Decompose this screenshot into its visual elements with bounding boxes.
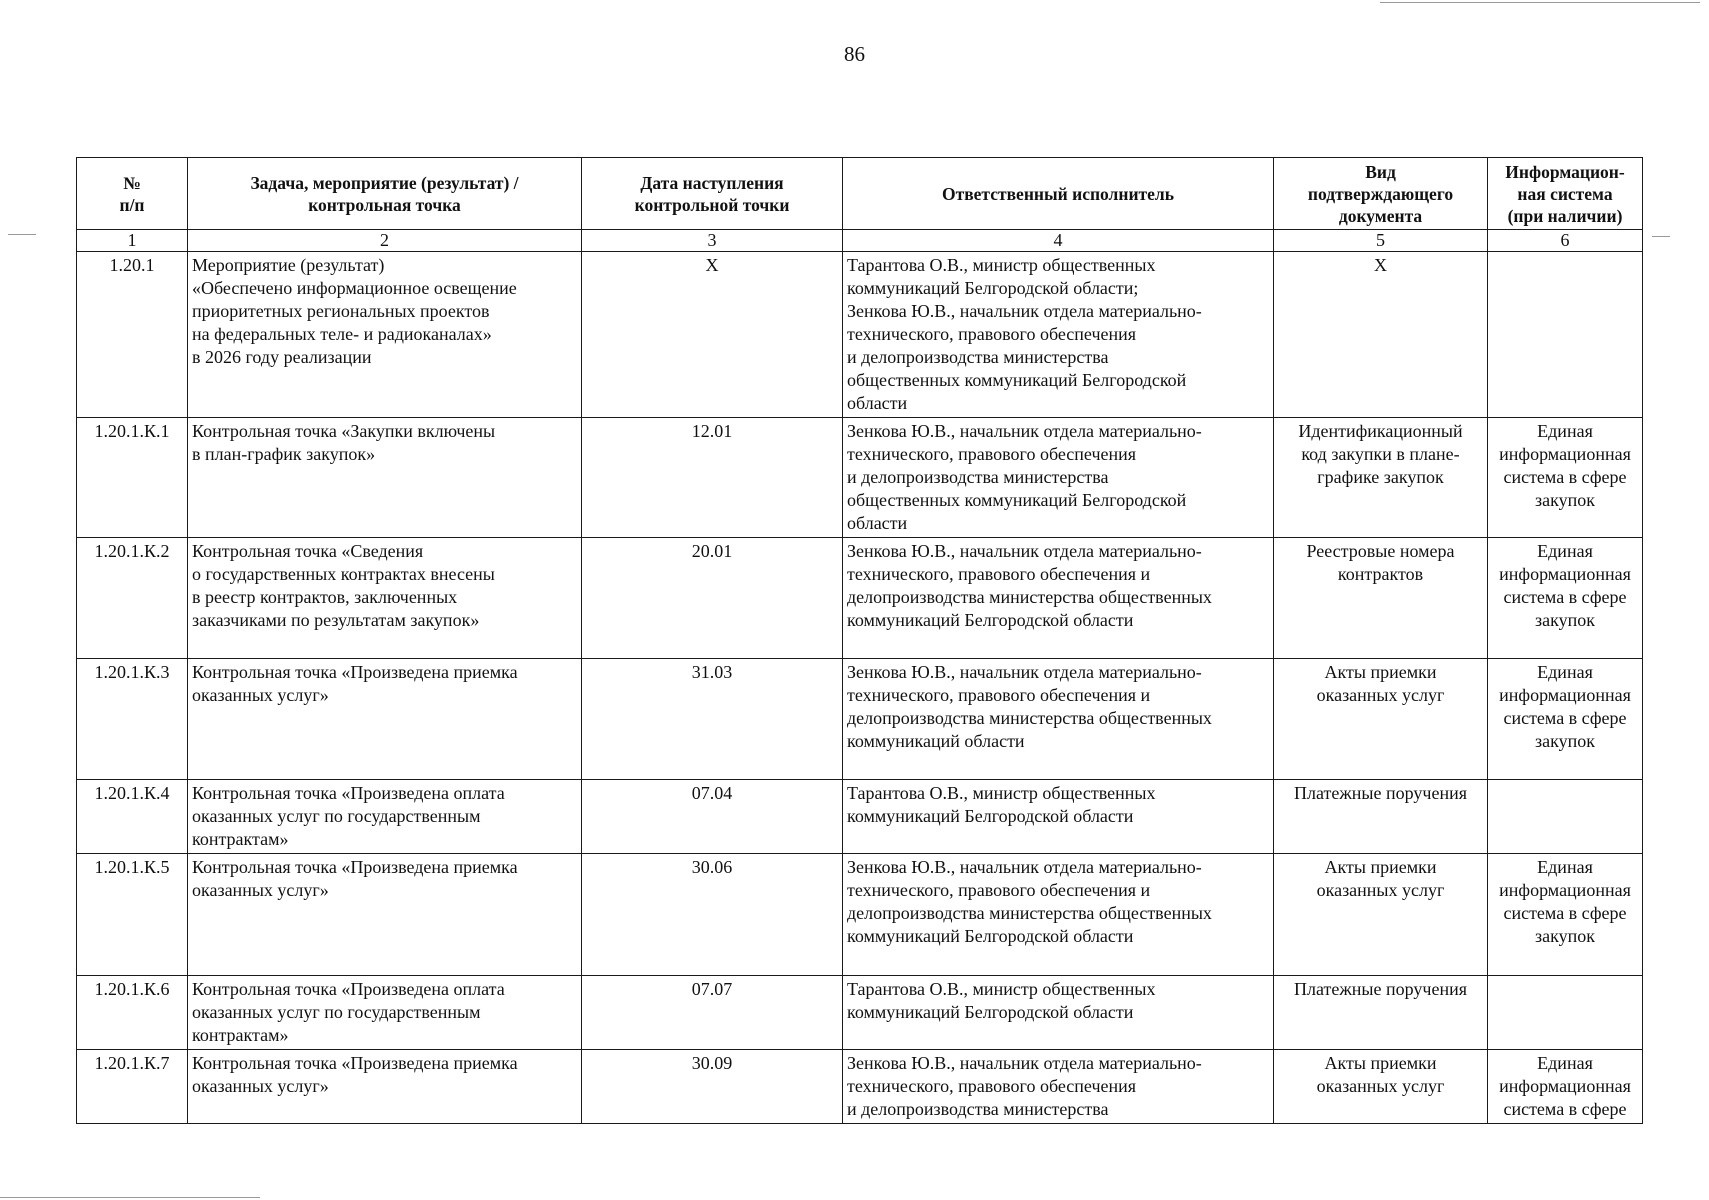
date-cell: 07.07 (582, 976, 843, 1050)
header-line: документа (1338, 205, 1423, 226)
executor-cell-line: Тарантова О.В., министр общественных (847, 783, 1156, 803)
document-cell (1274, 659, 1488, 780)
executor-cell-line: коммуникаций Белгородской области (847, 610, 1134, 630)
document-cell-line: графике закупок (1317, 467, 1444, 487)
executor-cell (843, 252, 1274, 418)
system-cell-line: информационная (1499, 564, 1631, 584)
executor-cell-line: общественных коммуникаций Белгородской (847, 370, 1187, 390)
system-cell-line: Единая (1537, 421, 1593, 441)
executor-cell-line: коммуникаций Белгородской области (847, 1002, 1134, 1022)
system-cell-line: закупок (1535, 490, 1595, 510)
scan-artifact-line (8, 234, 36, 235)
date-cell: 30.06 (582, 854, 843, 976)
header-date (582, 158, 843, 230)
task-cell (188, 252, 582, 418)
system-cell-line: закупок (1535, 731, 1595, 751)
task-cell-line: заказчиками по результатам закупок» (192, 610, 480, 630)
table-row (77, 659, 1643, 780)
executor-cell-line: Тарантова О.В., министр общественных (847, 979, 1156, 999)
row-number: 1.20.1.К.1 (77, 418, 188, 538)
row-number: 1.20.1.К.5 (77, 854, 188, 976)
executor-cell-line: делопроизводства министерства общественных (847, 587, 1212, 607)
document-cell-line: оказанных услуг (1316, 1076, 1445, 1096)
scan-artifact-line (1652, 236, 1670, 237)
executor-cell (843, 418, 1274, 538)
header-line: п/п (119, 194, 145, 215)
task-cell-line: в 2026 году реализации (192, 347, 372, 367)
table-row (77, 252, 1643, 418)
column-number: 2 (188, 230, 582, 252)
document-cell-line: оказанных услуг (1316, 880, 1445, 900)
header-line: подтверждающего (1307, 183, 1454, 204)
system-cell-line: Единая (1537, 541, 1593, 561)
control-points-table (76, 157, 1643, 1124)
executor-cell-line: коммуникаций Белгородской области; (847, 278, 1139, 298)
page-number: 86 (844, 42, 865, 66)
executor-cell-line: Зенкова Ю.В., начальник отдела материально- (847, 541, 1202, 561)
document-cell-line: Идентификационный (1298, 421, 1463, 441)
task-cell (188, 976, 582, 1050)
task-cell-line: Контрольная точка «Произведена оплата (192, 783, 505, 803)
executor-cell-line: делопроизводства министерства общественных (847, 708, 1212, 728)
header-line: Дата наступления (640, 172, 784, 193)
document-cell-line: Акты приемки (1324, 1053, 1437, 1073)
system-cell-line: система в сфере (1503, 467, 1627, 487)
header-line: Задача, мероприятие (результат) / (250, 172, 519, 193)
document-cell-line: Акты приемки (1324, 662, 1437, 682)
executor-cell (843, 538, 1274, 659)
header-line: ная система (1517, 183, 1613, 204)
header-line: Информацион- (1505, 161, 1625, 182)
executor-cell-line: технического, правового обеспечения (847, 444, 1137, 464)
table-row (77, 418, 1643, 538)
column-number: 5 (1274, 230, 1488, 252)
task-cell-line: Контрольная точка «Произведена приемка (192, 662, 518, 682)
task-cell-line: Контрольная точка «Произведена оплата (192, 979, 505, 999)
task-cell-line: «Обеспечено информационное освещение (192, 278, 517, 298)
system-cell (1488, 1050, 1643, 1124)
table-row (77, 1050, 1643, 1124)
date-cell: Х (582, 252, 843, 418)
task-cell-line: Контрольная точка «Произведена приемка (192, 1053, 518, 1073)
column-number: 1 (77, 230, 188, 252)
system-cell (1488, 854, 1643, 976)
document-cell-line: Реестровые номера (1306, 541, 1455, 561)
executor-cell (843, 780, 1274, 854)
column-number: 6 (1488, 230, 1643, 252)
system-cell (1488, 976, 1643, 1050)
document-cell-line: Акты приемки (1324, 857, 1437, 877)
header-executor (843, 158, 1274, 230)
executor-cell-line: Зенкова Ю.В., начальник отдела материально- (847, 301, 1202, 321)
document-cell-line: Х (1374, 255, 1387, 275)
task-cell-line: оказанных услуг» (192, 880, 329, 900)
document-cell (1274, 418, 1488, 538)
header-line: контрольной точки (634, 194, 790, 215)
header-task (188, 158, 582, 230)
task-cell-line: оказанных услуг по государственным (192, 806, 481, 826)
scan-artifact-line (0, 1197, 260, 1198)
document-cell-line: Платежные поручения (1294, 783, 1467, 803)
system-cell (1488, 252, 1643, 418)
system-cell-line: система в сфере (1503, 708, 1627, 728)
executor-cell-line: технического, правового обеспечения (847, 324, 1137, 344)
system-cell-line: Единая (1537, 662, 1593, 682)
table-row (77, 538, 1643, 659)
task-cell-line: на федеральных теле- и радиоканалах» (192, 324, 492, 344)
executor-cell-line: общественных коммуникаций Белгородской (847, 490, 1187, 510)
task-cell (188, 659, 582, 780)
scan-artifact-line (1380, 2, 1700, 3)
row-number: 1.20.1 (77, 252, 188, 418)
executor-cell (843, 659, 1274, 780)
executor-cell (843, 854, 1274, 976)
date-cell: 31.03 (582, 659, 843, 780)
task-cell-line: в реестр контрактов, заключенных (192, 587, 458, 607)
row-number: 1.20.1.К.2 (77, 538, 188, 659)
header-line: № (123, 172, 141, 193)
task-cell-line: Контрольная точка «Сведения (192, 541, 424, 561)
document-cell-line: код закупки в плане- (1301, 444, 1460, 464)
header-document (1274, 158, 1488, 230)
row-number: 1.20.1.К.3 (77, 659, 188, 780)
table-header-row (77, 158, 1643, 230)
task-cell-line: контрактам» (192, 1025, 289, 1045)
date-cell: 07.04 (582, 780, 843, 854)
task-cell-line: в план-график закупок» (192, 444, 376, 464)
system-cell-line: информационная (1499, 444, 1631, 464)
task-cell (188, 854, 582, 976)
row-number: 1.20.1.К.4 (77, 780, 188, 854)
executor-cell (843, 1050, 1274, 1124)
date-cell: 30.09 (582, 1050, 843, 1124)
task-cell-line: оказанных услуг» (192, 1076, 329, 1096)
system-cell (1488, 659, 1643, 780)
system-cell-line: Единая (1537, 857, 1593, 877)
executor-cell-line: Зенкова Ю.В., начальник отдела материально- (847, 1053, 1202, 1073)
task-cell-line: оказанных услуг по государственным (192, 1002, 481, 1022)
document-cell (1274, 976, 1488, 1050)
executor-cell-line: области (847, 513, 908, 533)
executor-cell-line: Зенкова Ю.В., начальник отдела материально- (847, 857, 1202, 877)
column-number: 3 (582, 230, 843, 252)
column-number: 4 (843, 230, 1274, 252)
executor-cell-line: коммуникаций Белгородской области (847, 926, 1134, 946)
document-cell (1274, 780, 1488, 854)
executor-cell-line: и делопроизводства министерства (847, 347, 1109, 367)
executor-cell-line: Зенкова Ю.В., начальник отдела материально- (847, 421, 1202, 441)
executor-cell-line: технического, правового обеспечения и (847, 880, 1151, 900)
executor-cell-line: и делопроизводства министерства (847, 1099, 1109, 1119)
task-cell-line: контрактам» (192, 829, 289, 849)
task-cell-line: Контрольная точка «Закупки включены (192, 421, 496, 441)
table-row (77, 780, 1643, 854)
executor-cell-line: технического, правового обеспечения и (847, 685, 1151, 705)
document-cell-line: контрактов (1337, 564, 1424, 584)
header-number (77, 158, 188, 230)
system-cell-line: информационная (1499, 685, 1631, 705)
row-number: 1.20.1.К.6 (77, 976, 188, 1050)
system-cell (1488, 538, 1643, 659)
system-cell-line: система в сфере (1503, 587, 1627, 607)
task-cell-line: оказанных услуг» (192, 685, 329, 705)
header-line: Ответственный исполнитель (942, 183, 1174, 204)
table-body (77, 252, 1643, 1124)
document-cell (1274, 1050, 1488, 1124)
executor-cell-line: коммуникаций Белгородской области (847, 806, 1134, 826)
system-cell-line: закупок (1535, 926, 1595, 946)
row-number: 1.20.1.К.7 (77, 1050, 188, 1124)
document-cell (1274, 538, 1488, 659)
system-cell-line: закупок (1535, 610, 1595, 630)
date-cell: 20.01 (582, 538, 843, 659)
header-line: Вид (1365, 161, 1396, 182)
executor-cell-line: и делопроизводства министерства (847, 467, 1109, 487)
system-cell-line: информационная (1499, 880, 1631, 900)
system-cell-line: Единая (1537, 1053, 1593, 1073)
date-cell: 12.01 (582, 418, 843, 538)
executor-cell-line: области (847, 393, 908, 413)
executor-cell-line: Зенкова Ю.В., начальник отдела материально- (847, 662, 1202, 682)
task-cell-line: приоритетных региональных проектов (192, 301, 490, 321)
executor-cell-line: Тарантова О.В., министр общественных (847, 255, 1156, 275)
document-cell-line: Платежные поручения (1294, 979, 1467, 999)
document-cell (1274, 854, 1488, 976)
task-cell-line: о государственных контрактах внесены (192, 564, 495, 584)
header-line: (при наличии) (1507, 205, 1623, 226)
task-cell (188, 418, 582, 538)
executor-cell (843, 976, 1274, 1050)
document-cell-line: оказанных услуг (1316, 685, 1445, 705)
executor-cell-line: коммуникаций области (847, 731, 1025, 751)
executor-cell-line: технического, правового обеспечения и (847, 564, 1151, 584)
executor-cell-line: технического, правового обеспечения (847, 1076, 1137, 1096)
system-cell-line: система в сфере (1503, 903, 1627, 923)
task-cell (188, 1050, 582, 1124)
header-line: контрольная точка (308, 194, 461, 215)
table-row (77, 976, 1643, 1050)
document-cell (1274, 252, 1488, 418)
system-cell (1488, 418, 1643, 538)
task-cell-line: Контрольная точка «Произведена приемка (192, 857, 518, 877)
column-number-row (77, 230, 1643, 252)
task-cell (188, 538, 582, 659)
table-row (77, 854, 1643, 976)
header-system (1488, 158, 1643, 230)
executor-cell-line: делопроизводства министерства общественных (847, 903, 1212, 923)
task-cell (188, 780, 582, 854)
task-cell-line: Мероприятие (результат) (192, 255, 385, 275)
system-cell (1488, 780, 1643, 854)
system-cell-line: система в сфере (1503, 1099, 1627, 1119)
system-cell-line: информационная (1499, 1076, 1631, 1096)
